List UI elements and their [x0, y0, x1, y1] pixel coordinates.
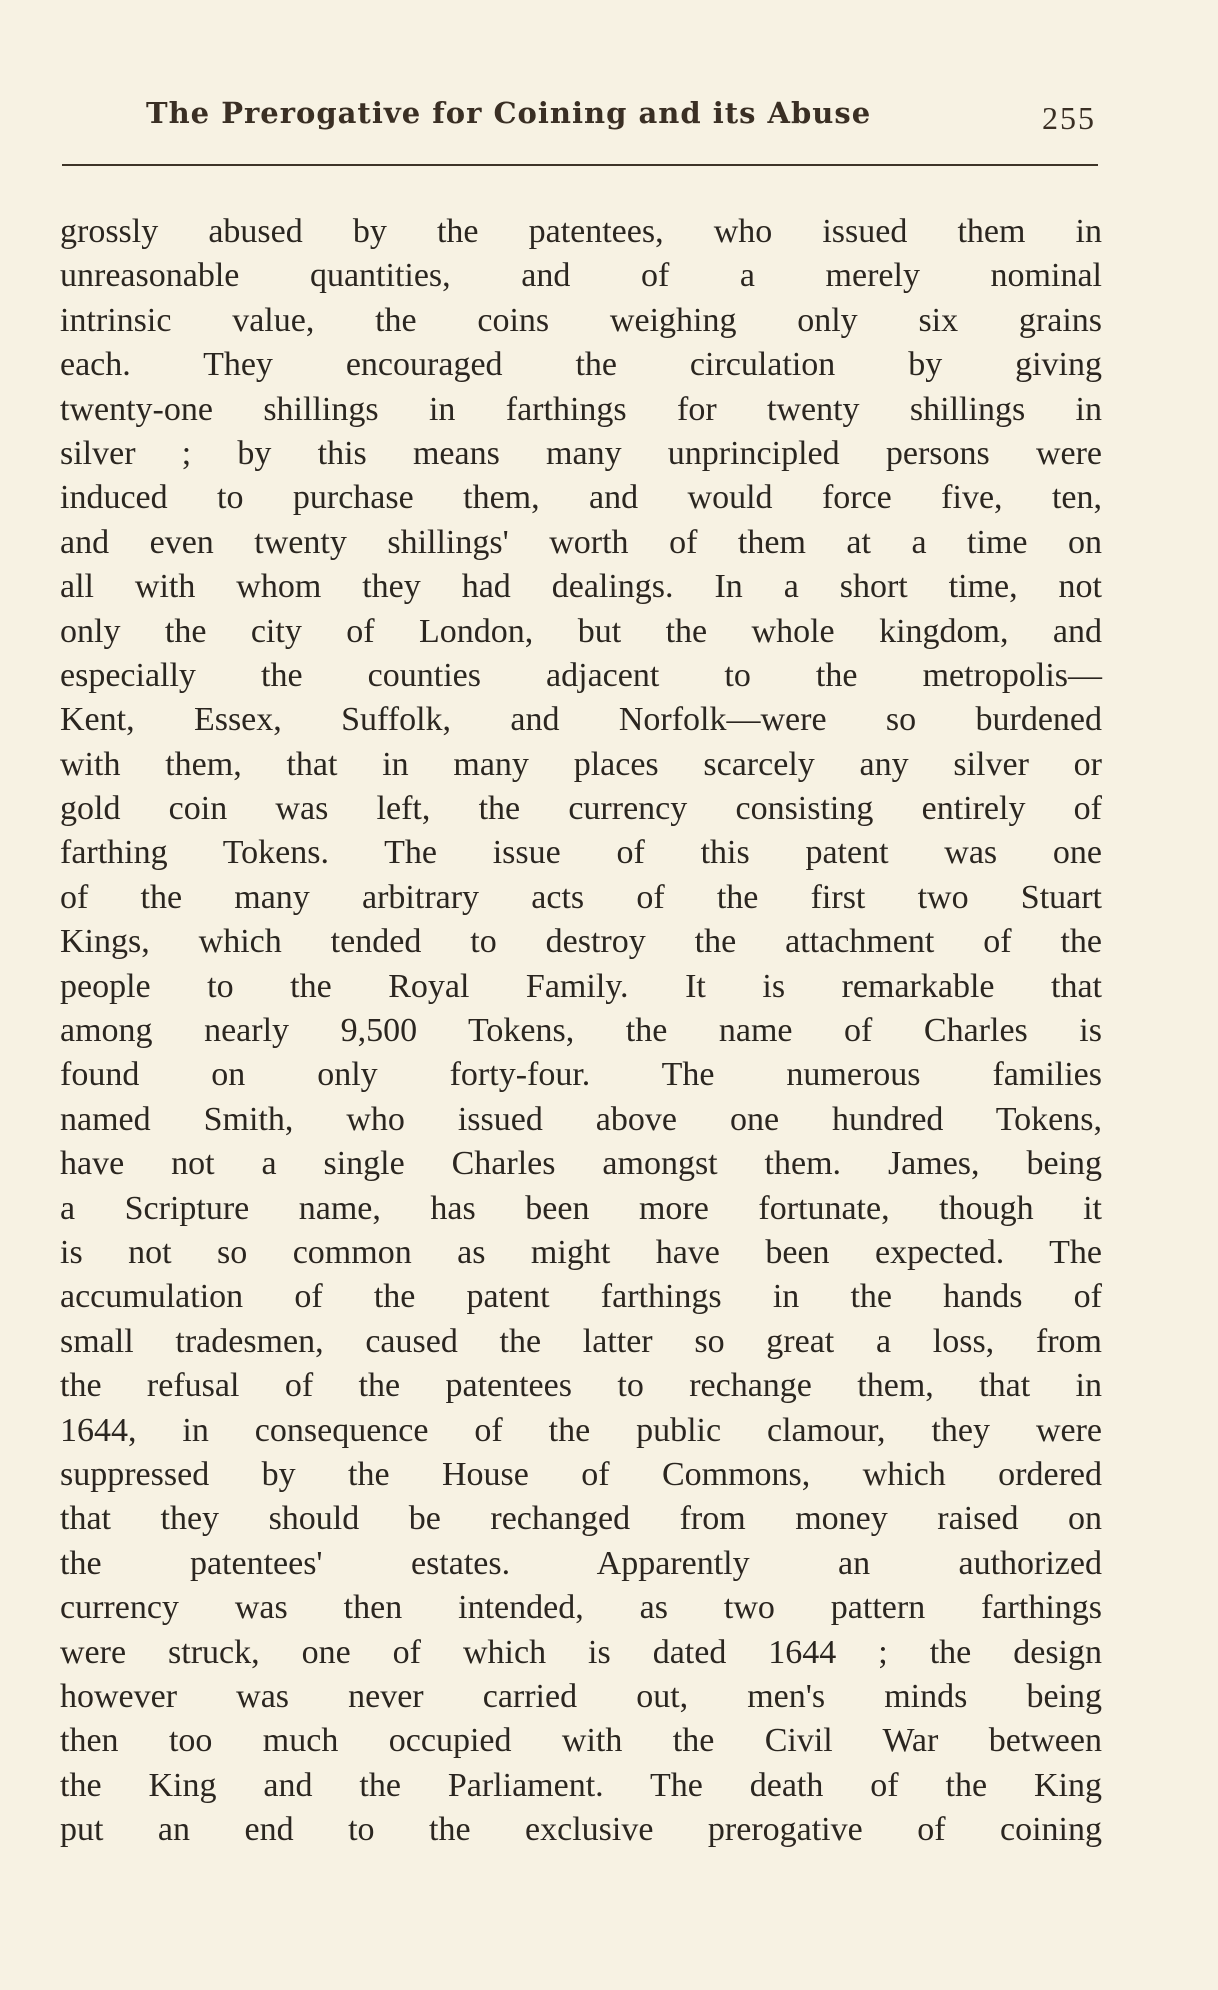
text-line: Kings, which tended to destroy the attachment of the [60, 923, 1102, 961]
text-line: of the many arbitrary acts of the first two Stuart [60, 878, 1102, 916]
text-line: with them, that in many places scarcely any silver or [60, 745, 1102, 783]
text-line: found on only forty-four. The numerous families [60, 1056, 1102, 1094]
text-line: were struck, one of which is dated 1644 ; the design [60, 1633, 1102, 1671]
text-line: all with whom they had dealings. In a short time, not [60, 568, 1102, 606]
text-line: twenty-one shillings in farthings for twenty shillings in [60, 390, 1102, 428]
text-line: suppressed by the House of Commons, which ordered [60, 1455, 1102, 1493]
text-line: unreasonable quantities, and of a merely nominal [60, 257, 1102, 295]
text-line: the King and the Parliament. The death of the King [60, 1766, 1102, 1804]
header-rule [62, 164, 1098, 166]
text-line: put an end to the exclusive prerogative of coining [60, 1811, 1102, 1849]
text-line: the patentees' estates. Apparently an authorized [60, 1544, 1102, 1582]
text-line: is not so common as might have been expected. The [60, 1233, 1102, 1271]
text-line: only the city of London, but the whole kingdom, and [60, 612, 1102, 650]
text-line: farthing Tokens. The issue of this patent was one [60, 834, 1102, 872]
text-line: especially the counties adjacent to the metropolis— [60, 656, 1102, 694]
page-number: 255 [1042, 100, 1096, 136]
running-title: The Prerogative for Coining and its Abuse [146, 96, 872, 130]
text-line: and even twenty shillings' worth of them at a time on [60, 523, 1102, 561]
text-line: each. They encouraged the circulation by giving [60, 346, 1102, 384]
text-line: gold coin was left, the currency consisting entirely of [60, 790, 1102, 828]
text-line: then too much occupied with the Civil War between [60, 1722, 1102, 1760]
text-line: have not a single Charles amongst them. James, being [60, 1145, 1102, 1183]
text-line: induced to purchase them, and would force five, ten, [60, 479, 1102, 517]
text-line: however was never carried out, men's minds being [60, 1677, 1102, 1715]
text-line: a Scripture name, has been more fortunate, though it [60, 1189, 1102, 1227]
text-line: silver ; by this means many unprincipled persons were [60, 434, 1102, 472]
text-line: grossly abused by the patentees, who issued them in [60, 213, 1102, 250]
text-line: intrinsic value, the coins weighing only six grains [60, 301, 1102, 339]
text-line: that they should be rechanged from money raised on [60, 1500, 1102, 1538]
text-line: among nearly 9,500 Tokens, the name of Charles is [60, 1012, 1102, 1050]
text-line: currency was then intended, as two pattern farthings [60, 1589, 1102, 1627]
text-line: people to the Royal Family. It is remarkable that [60, 967, 1102, 1005]
text-line: the refusal of the patentees to rechange them, that in [60, 1367, 1102, 1405]
text-line: accumulation of the patent farthings in the hands of [60, 1278, 1102, 1316]
text-line: named Smith, who issued above one hundred Tokens, [60, 1100, 1102, 1138]
body-text [60, 210, 1102, 1852]
text-line: Kent, Essex, Suffolk, and Norfolk—were so burdened [60, 701, 1102, 739]
running-head [146, 96, 1096, 144]
text-line: small tradesmen, caused the latter so great a loss, from [60, 1322, 1102, 1360]
text-line: 1644, in consequence of the public clamour, they were [60, 1411, 1102, 1449]
